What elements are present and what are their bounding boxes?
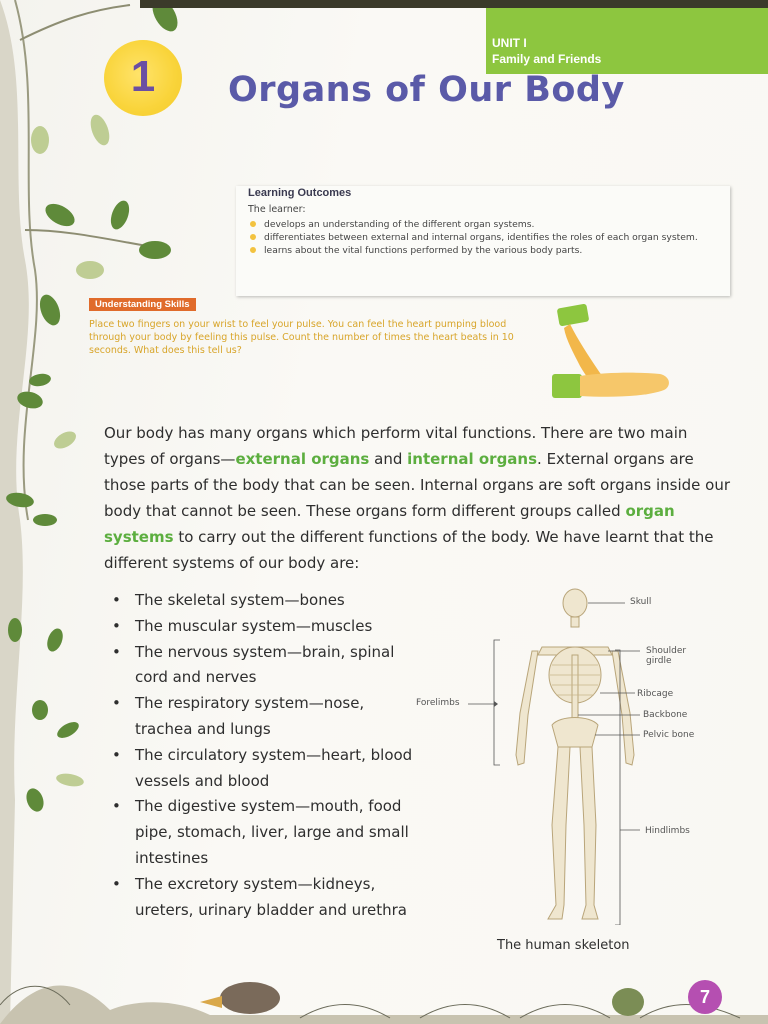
skeleton-caption: The human skeleton: [497, 938, 630, 953]
learning-outcomes-list: [248, 219, 718, 258]
label-backbone: Backbone: [643, 710, 688, 720]
term-internal-organs: internal organs: [407, 450, 538, 468]
label-forelimbs: Forelimbs: [416, 698, 460, 708]
learning-outcomes-title: Learning Outcomes: [248, 187, 352, 199]
ground-decoration: [0, 960, 768, 1024]
list-item: • The skeletal system—bones: [108, 588, 418, 614]
list-item: • The circulatory system—heart, blood vessels and blood: [108, 743, 418, 795]
list-item: • The respiratory system—nose, trachea and lungs: [108, 691, 418, 743]
bullet-icon: •: [112, 694, 121, 713]
list-item: • The excretory system—kidneys, ureters, urinary bladder and urethra: [108, 872, 418, 924]
list-item: • The nervous system—brain, spinal cord and nerves: [108, 640, 418, 692]
page-number-badge: 7: [688, 980, 722, 1014]
understanding-skills-tag: Understanding Skills: [89, 298, 196, 311]
term-organ-systems: organ systems: [104, 502, 675, 546]
label-ribcage: Ribcage: [637, 689, 674, 699]
term-external-organs: external organs: [235, 450, 370, 468]
list-item: learns about the vital functions performed by the various body parts.: [248, 245, 718, 257]
bullet-icon: •: [112, 745, 121, 764]
top-strip: [140, 0, 768, 8]
bullet-icon: [250, 234, 256, 240]
intro-paragraph: Our body has many organs which perform vital functions. There are two main types of organs—external organs and internal organs. External organs are those parts of the body that can be seen. Internal organs are soft organs inside our body that cannot be seen. These organs form different groups called organ systems to carry out the different functions of the body. We have learnt that the different systems of our body are:: [104, 424, 731, 572]
bullet-icon: •: [112, 616, 121, 635]
label-hindlimbs: Hindlimbs: [645, 826, 690, 836]
list-item: differentiates between external and internal organs, identifies the roles of each organ system.: [248, 232, 718, 244]
list-item: develops an understanding of the different organ systems.: [248, 219, 718, 231]
list-item: • The muscular system—muscles: [108, 614, 418, 640]
label-shoulder-girdle: Shoulder girdle: [646, 646, 687, 666]
human-skeleton-illustration: [480, 585, 730, 925]
bullet-icon: [250, 247, 256, 253]
bullet-icon: •: [112, 874, 121, 893]
list-item: • The digestive system—mouth, food pipe, stomach, liver, large and small intestines: [108, 794, 418, 871]
organ-systems-list: [108, 588, 418, 923]
bullet-icon: •: [112, 591, 121, 609]
unit-label: UNIT I: [492, 36, 527, 50]
wrist-pulse-hand-illustration: [548, 300, 678, 410]
unit-tab: [486, 8, 768, 74]
chapter-title: Organs of Our Body: [228, 70, 625, 110]
chapter-number: 1: [130, 52, 156, 101]
bullet-icon: •: [112, 642, 121, 661]
bullet-icon: [250, 221, 256, 227]
learning-outcomes-box: [236, 186, 730, 296]
label-skull: Skull: [630, 597, 652, 607]
label-pelvic-bone: Pelvic bone: [643, 730, 695, 740]
forelimbs-arrow-icon: [468, 700, 498, 708]
bullet-icon: •: [112, 797, 121, 816]
learning-outcomes-intro: The learner:: [248, 204, 306, 215]
understanding-skills-text: Place two fingers on your wrist to feel your pulse. You can feel the heart pumping blood through your body by feeling this pulse. Count the number of times the heart beats in 10 seconds. What does this tell us?: [89, 319, 514, 356]
unit-subtitle: Family and Friends: [492, 52, 602, 66]
chapter-number-badge: [104, 40, 182, 116]
